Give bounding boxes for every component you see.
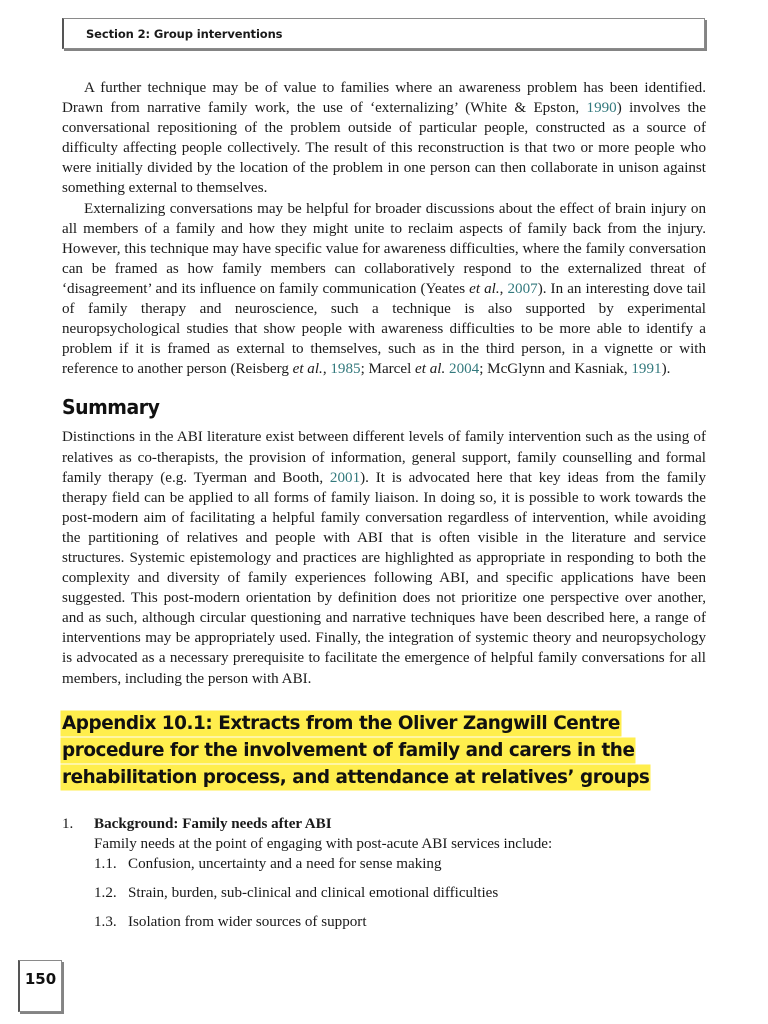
- citation-mcglynn-kasniak-1991: 1991: [631, 361, 662, 378]
- text-column: [62, 78, 706, 933]
- summary-part-a: Distinctions in the ABI literature exist between different levels of family intervention such as the using of relatives as co-therapists, the provision of information, general support, family counselling and formal family therapy (e.g. Tyerman and Booth,: [62, 429, 706, 486]
- paragraph-2-part-b: ,: [499, 280, 508, 297]
- list-item-1-1-number: 1.1.: [94, 856, 117, 873]
- summary-part-b: ). It is advocated here that key ideas from the family therapy field can be applied to all forms of family liaison. In doing so, it is possible to work towards the post-modern aim of facilitating a helpful family conversation regardless of intervention, while avoiding the partitioning of relatives and people with ABI that is often visible in the literature and service structures. Systemic epistemology and practices are highlighted as appropriate in responding to both the complexity and diversity of family experiences following ABI, and specific applications have been suggested. This post-modern orientation by definition does not prioritize one perspective over another, and as such, although circular questioning and narrative techniques have been described here, a range of interventions may be appropriately used. Finally, the integration of systemic theory and neuropsychology is advocated as a necessary prerequisite to facilitate the emergence of helpful family conversations for all members, including the person with ABI.: [62, 469, 706, 687]
- paragraph-2-italic-3: et al.: [415, 361, 446, 378]
- list-item-1-3-text: Isolation from wider sources of support: [128, 914, 367, 931]
- page-number: 150: [24, 970, 57, 988]
- list-item-1-title: Background: Family needs after ABI: [94, 815, 332, 832]
- appendix-heading: [62, 710, 706, 791]
- list-item-1-3-number: 1.3.: [94, 914, 117, 931]
- list-item: [94, 854, 706, 874]
- appendix-heading-line-1: Appendix 10.1: Extracts from the Oliver Zangwill Centre: [62, 712, 620, 734]
- paragraph-summary: [62, 427, 706, 688]
- paragraph-2-part-c: ). In an interesting dove tail of family therapy and neuroscience, such a technique is also supported by experimental neuropsychological studies that show people with awareness difficulties to be more able to identify a problem if it is framed as external to themselves, such as in the third person, in a vignette or with reference to another person (Reisberg: [62, 280, 707, 378]
- list-item-1-number: 1.: [62, 815, 74, 832]
- paragraph-2-part-a: Externalizing conversations may be helpful for broader discussions about the effect of brain injury on all members of a family and how they might unite to reclaim aspects of family back from the injury. However, this technique may have specific value for awareness difficulties, where the family conversation can be framed as how family members can collaboratively respond to the externalized threat of ‘disagreement’ and its influence on family communication (Yeates: [62, 200, 706, 297]
- running-header-box: [62, 18, 705, 49]
- list-item-1-intro: Family needs at the point of engaging with post-acute ABI services include:: [94, 835, 553, 852]
- paragraph-2-italic-1: et al.: [469, 280, 500, 297]
- paragraph-1-part-b: ) involves the conversational repositioning of the problem outside of particular people, constructed as a source of difficulty affecting people collectively. The result of this reconstruction is that two or more people who were initially divided by the location of the problem in one person can then collaborate in unison against something external to themselves.: [62, 100, 706, 197]
- running-header-title: Section 2: Group interventions: [86, 26, 283, 41]
- citation-marcel-2004: 2004: [449, 361, 480, 378]
- citation-yeates-2007: 2007: [507, 280, 538, 297]
- citation-tyerman-booth-2001: 2001: [329, 469, 361, 486]
- list-item-1-1-text: Confusion, uncertainty and a need for sense making: [128, 856, 442, 873]
- appendix-heading-line-2: procedure for the involvement of family and carers in the: [62, 739, 635, 761]
- list-item-1: [62, 814, 706, 834]
- paragraph-2-part-d: ,: [322, 361, 331, 378]
- paragraph-1-part-a: A further technique may be of value to families where an awareness problem has been identified. Drawn from narrative family work, the use of ‘externalizing’ (White & Epston,: [62, 80, 706, 117]
- appendix-heading-line-3: rehabilitation process, and attendance at relatives’ groups: [62, 766, 650, 788]
- paragraph-2-part-h: ).: [661, 361, 671, 378]
- page-number-box: [18, 960, 62, 1012]
- list-item: [94, 912, 706, 932]
- paragraph-2-part-e: ; Marcel: [360, 361, 416, 378]
- paragraph-externalizing-conversations: [62, 199, 706, 380]
- list-item-1-content: [94, 834, 706, 933]
- list-item: [94, 883, 706, 903]
- list-item-1-2-number: 1.2.: [94, 885, 117, 902]
- paragraph-externalizing-technique: [62, 78, 706, 199]
- paragraph-2-part-g: ; McGlynn and Kasniak,: [479, 361, 632, 378]
- list-item-1-2-text: Strain, burden, sub-clinical and clinical emotional difficulties: [128, 885, 499, 902]
- citation-white-epston-1990: 1990: [586, 100, 617, 117]
- summary-heading: Summary: [62, 395, 160, 420]
- citation-reisberg-1985: 1985: [330, 361, 361, 378]
- appendix-numbered-list: [62, 814, 706, 933]
- paragraph-2-italic-2: et al.: [292, 361, 323, 378]
